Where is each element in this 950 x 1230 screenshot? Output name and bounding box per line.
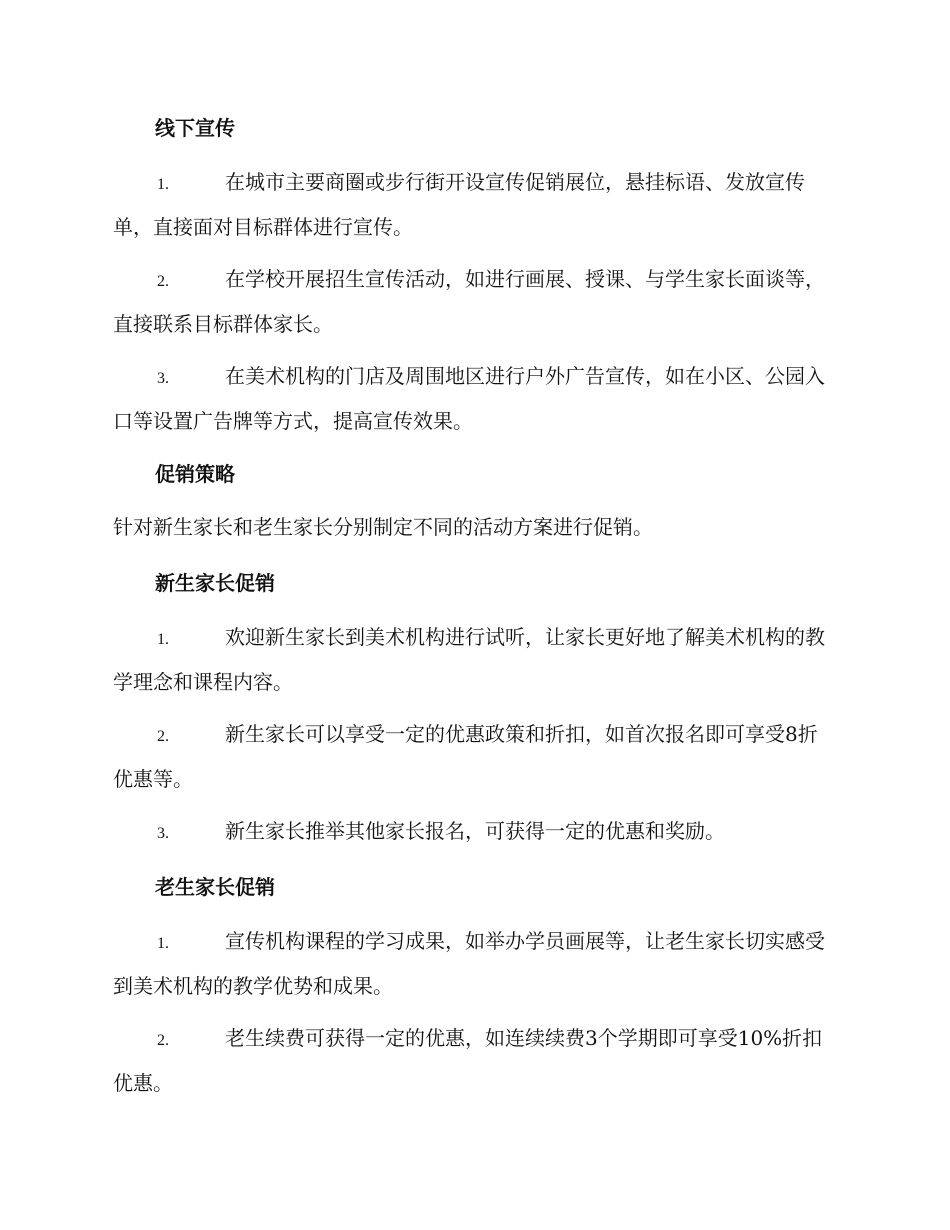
list-item-text: 新生家长推举其他家长报名，可获得一定的优惠和奖励。 — [225, 819, 725, 843]
section-paragraph: 针对新生家长和老生家长分别制定不同的活动方案进行促销。 — [113, 515, 653, 539]
list-item — [113, 713, 833, 800]
list-item-number: 1. — [157, 176, 169, 193]
list-item-text: 在学校开展招生宣传活动，如进行画展、授课、与学生家长面谈等，直接联系目标群体家长。 — [113, 267, 825, 336]
list-item — [113, 810, 833, 855]
list-item — [113, 920, 833, 1007]
list-item-text: 欢迎新生家长到美术机构进行试听，让家长更好地了解美术机构的教学理念和课程内容。 — [113, 625, 825, 694]
list-item — [113, 161, 833, 248]
list-item-text: 老生续费可获得一定的优惠，如连续续费3个学期即可享受10%折扣优惠。 — [113, 1026, 823, 1095]
list-item-number: 3. — [157, 370, 169, 387]
section-heading-promotion-strategy: 促销策略 — [155, 462, 235, 486]
list-item — [113, 616, 833, 703]
section-heading-returning-parents: 老生家长促销 — [155, 875, 275, 899]
section-heading-new-parents: 新生家长促销 — [155, 571, 275, 595]
list-item-text: 宣传机构课程的学习成果，如举办学员画展等，让老生家长切实感受到美术机构的教学优势和成果。 — [113, 929, 825, 998]
list-item-number: 2. — [157, 728, 169, 745]
list-item — [113, 1017, 833, 1104]
list-item — [113, 355, 833, 442]
list-item-text: 在城市主要商圈或步行街开设宣传促销展位，悬挂标语、发放宣传单，直接面对目标群体进行宣传。 — [113, 170, 805, 239]
list-item-number: 1. — [157, 935, 169, 952]
section-heading-offline-promotion: 线下宣传 — [155, 116, 235, 140]
list-item — [113, 258, 833, 345]
list-item-text: 新生家长可以享受一定的优惠政策和折扣，如首次报名即可享受8折优惠等。 — [113, 722, 818, 791]
list-item-number: 3. — [157, 825, 169, 842]
list-item-number: 2. — [157, 273, 169, 290]
list-item-number: 2. — [157, 1032, 169, 1049]
list-item-text: 在美术机构的门店及周围地区进行户外广告宣传，如在小区、公园入口等设置广告牌等方式，提高宣传效果。 — [113, 364, 825, 433]
list-item-number: 1. — [157, 631, 169, 648]
